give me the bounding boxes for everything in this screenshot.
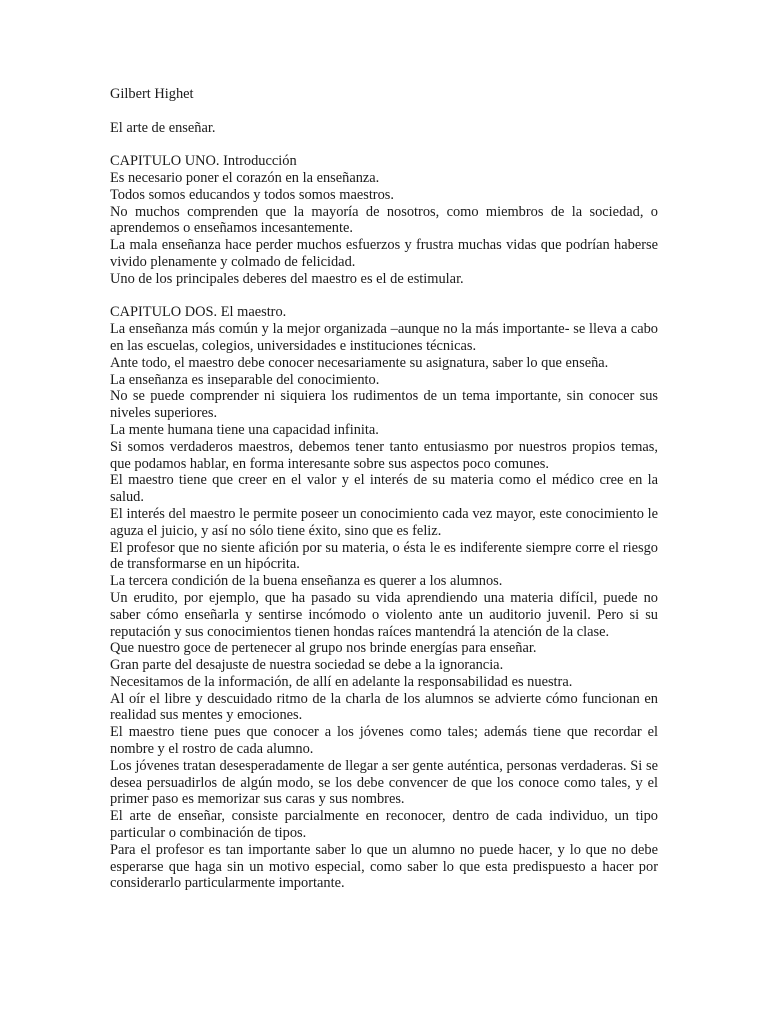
chapter-two-paragraph: El profesor que no siente afición por su materia, o ésta le es indiferente siempre corre el riesgo de transformarse en un hipócrita. xyxy=(110,539,658,573)
chapter-two-paragraph: La enseñanza más común y la mejor organizada –aunque no la más importante- se lleva a cabo en las escuelas, colegios, universidades e instituciones técnicas. xyxy=(110,321,658,354)
chapter-one-paragraph: No muchos comprenden que la mayoría de nosotros, como miembros de la sociedad, o aprendemos o enseñamos incesantemente. xyxy=(110,203,658,237)
chapter-two-paragraph: Que nuestro goce de pertenecer al grupo nos brinde energías para enseñar. xyxy=(110,640,537,657)
document-page xyxy=(110,86,658,892)
spacer xyxy=(110,136,658,153)
chapter-two-paragraph: La tercera condición de la buena enseñanza es querer a los alumnos. xyxy=(110,573,503,590)
chapter-two-paragraph: El arte de enseñar, consiste parcialmente en reconocer, dentro de cada individuo, un tipo particular o combinación de tipos. xyxy=(110,808,658,842)
chapter-one-heading: CAPITULO UNO. Introducción xyxy=(110,153,297,170)
chapter-two-paragraph: La enseñanza es inseparable del conocimiento. xyxy=(110,371,380,388)
work-title: El arte de enseñar. xyxy=(110,119,216,136)
chapter-two-paragraph: Necesitamos de la información, de allí en adelante la responsabilidad es nuestra. xyxy=(110,673,573,690)
spacer xyxy=(110,288,658,305)
chapter-two-heading: CAPITULO DOS. El maestro. xyxy=(110,304,287,321)
chapter-two-paragraph: El maestro tiene que creer en el valor y el interés de su materia como el médico cree en la salud. xyxy=(110,472,658,506)
chapter-two-paragraph: Ante todo, el maestro debe conocer necesariamente su asignatura, saber lo que enseña. xyxy=(110,354,609,371)
chapter-two-paragraph: Los jóvenes tratan desesperadamente de llegar a ser gente auténtica, personas verdaderas. Si se desea persuadirlos de algún modo, se los debe convencer de que los conoce como tales, y el primer paso es memorizar sus caras y sus nombres. xyxy=(110,757,658,808)
chapter-one-paragraph: La mala enseñanza hace perder muchos esfuerzos y frustra muchas vidas que podrían haberse vivido plenamente y colmado de felicidad. xyxy=(110,237,658,270)
spacer xyxy=(110,103,658,120)
chapter-two-paragraph: Para el profesor es tan importante saber lo que un alumno no puede hacer, y lo que no debe esperarse que haga sin un motivo especial, como saber lo que esta predispuesto a hacer por considerarlo particularmente importante. xyxy=(110,841,658,892)
author-name: Gilbert Highet xyxy=(110,86,194,102)
chapter-two-paragraph: Si somos verdaderos maestros, debemos tener tanto entusiasmo por nuestros propios temas, que podamos hablar, en forma interesante sobre sus aspectos poco comunes. xyxy=(110,438,658,472)
chapter-two-paragraph: No se puede comprender ni siquiera los rudimentos de un tema importante, sin conocer sus niveles superiores. xyxy=(110,388,658,422)
chapter-one-paragraph: Uno de los principales deberes del maestro es el de estimular. xyxy=(110,270,464,287)
chapter-two-paragraph: Gran parte del desajuste de nuestra sociedad se debe a la ignorancia. xyxy=(110,657,504,674)
chapter-two-paragraph: El maestro tiene pues que conocer a los jóvenes como tales; además tiene que recordar el nombre y el rostro de cada alumno. xyxy=(110,724,658,758)
chapter-two-paragraph: El interés del maestro le permite poseer un conocimiento cada vez mayor, este conocimiento le aguza el juicio, y así no sólo tiene éxito, sino que es feliz. xyxy=(110,505,658,539)
chapter-two-paragraph: Un erudito, por ejemplo, que ha pasado su vida aprendiendo una materia difícil, puede no saber cómo enseñarla y sentirse incómodo o violento ante un auditorio juvenil. Pero si su reputación y sus conocimientos tienen hondas raíces mantendrá la atención de la clase. xyxy=(110,589,658,640)
chapter-one-paragraph: Es necesario poner el corazón en la enseñanza. xyxy=(110,169,380,186)
chapter-two-paragraph: Al oír el libre y descuidado ritmo de la charla de los alumnos se advierte cómo funcionan en realidad sus mentes y emociones. xyxy=(110,690,658,724)
chapter-one-paragraph: Todos somos educandos y todos somos maestros. xyxy=(110,186,394,203)
chapter-two-paragraph: La mente humana tiene una capacidad infinita. xyxy=(110,421,379,438)
